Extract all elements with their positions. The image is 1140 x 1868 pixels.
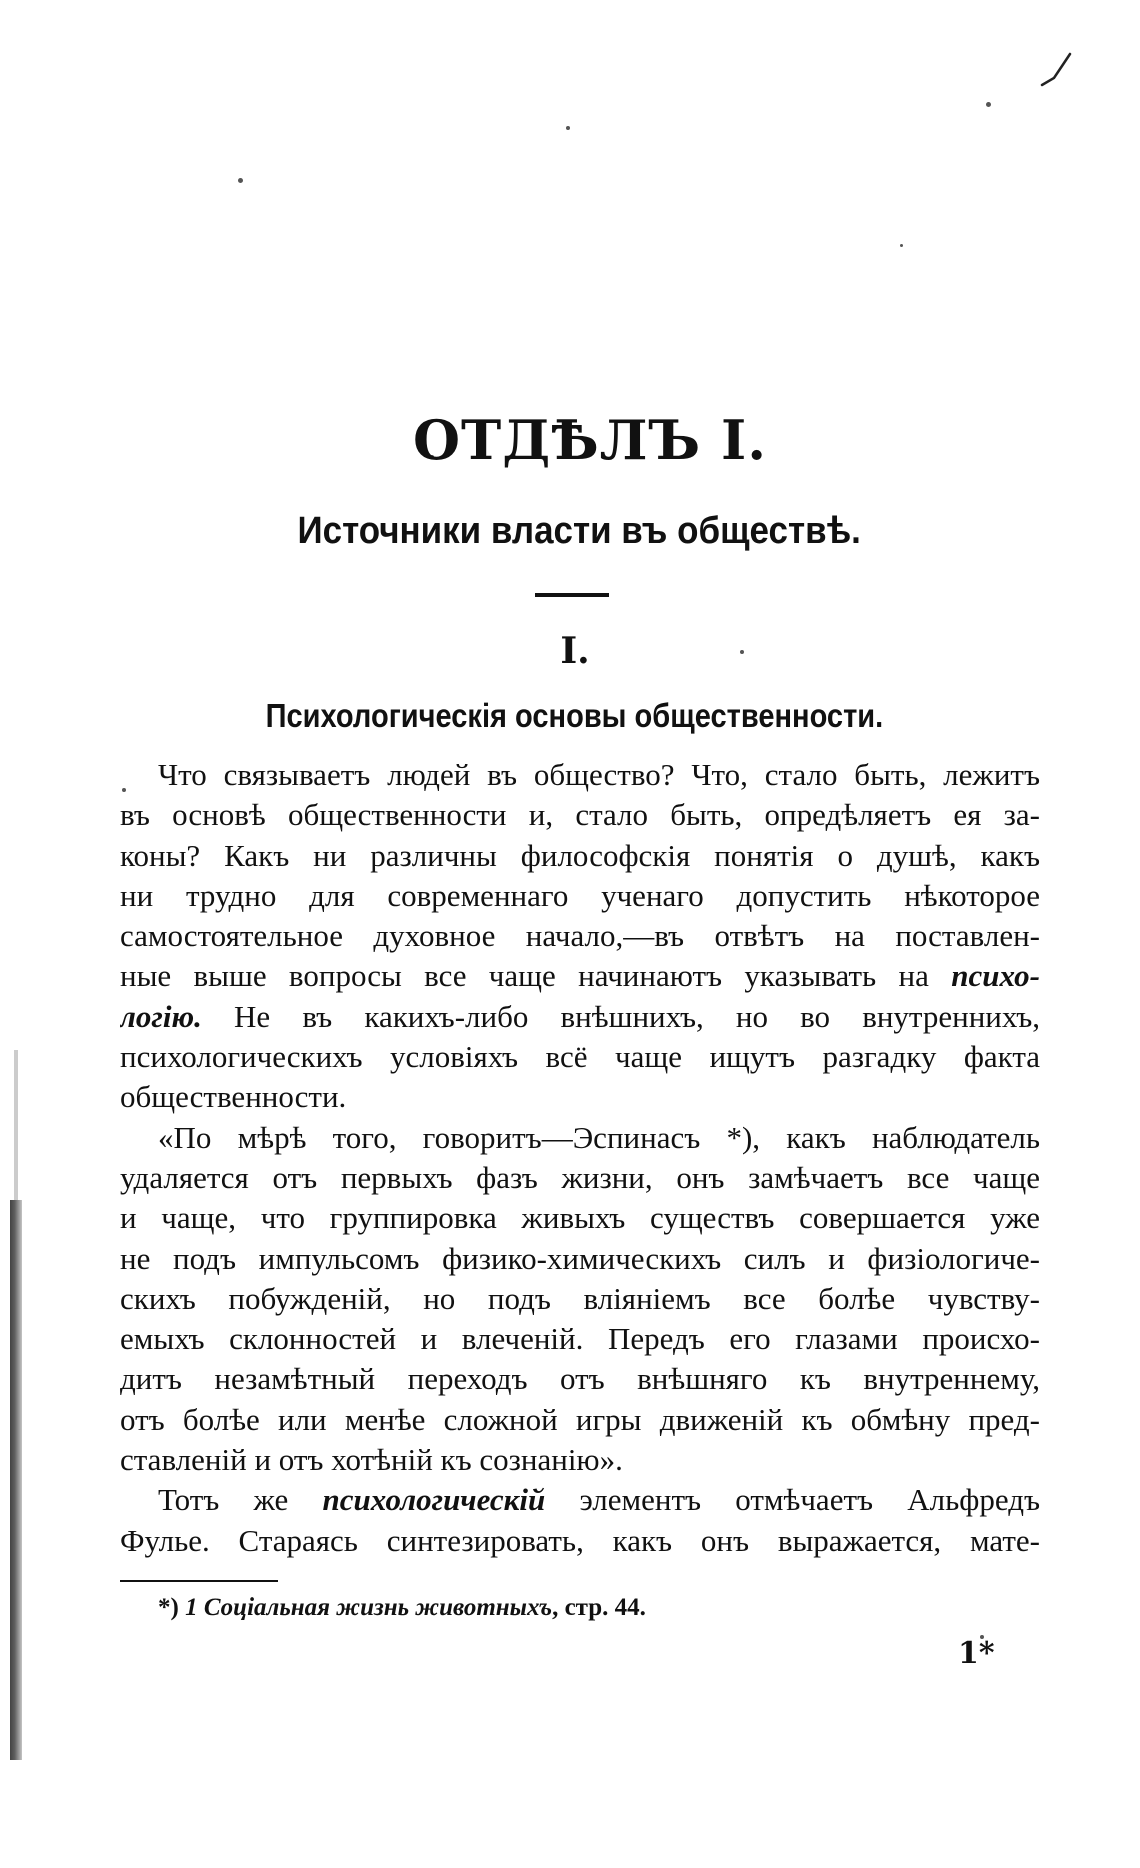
text-line: коны? Какъ ни различны философскія понятія о душѣ, какъ — [120, 837, 1040, 873]
footnote-marker: *) — [158, 1594, 186, 1621]
body-text — [120, 755, 1040, 1561]
text-line: «По мѣрѣ того, говоритъ—Эспинасъ *), какъ наблюдатель — [158, 1119, 1040, 1155]
text-line: и чаще, что группировка живыхъ существъ совершается уже — [120, 1200, 1040, 1236]
speck — [986, 102, 991, 107]
text-line: ни трудно для современнаго ученаго допустить нѣкоторое — [120, 877, 1040, 913]
text-line: общественности. — [120, 1079, 347, 1115]
text-line: въ основѣ общественности и, стало быть, опредѣляетъ ея за- — [120, 797, 1040, 833]
text-segment: элементъ отмѣчаетъ Альфредъ — [545, 1482, 1040, 1518]
binding-shadow — [10, 1200, 22, 1760]
italic-term: психо- — [951, 958, 1040, 994]
text-line: емыхъ склонностей и влеченій. Передъ его глазами происхо- — [120, 1321, 1040, 1357]
chapter-number: I. — [560, 630, 590, 672]
text-line: ставленій и отъ хотѣній къ сознанію». — [120, 1442, 623, 1478]
text-segment: Не въ какихъ-либо внѣшнихъ, но во внутреннихъ, — [201, 998, 1040, 1034]
text-line: Фулье. Стараясь синтезировать, какъ онъ выражается, мате- — [120, 1522, 1040, 1558]
chapter-title: Психологическія основы общественности. — [265, 697, 884, 734]
text-line — [120, 997, 1040, 1037]
text-line: самостоятельное духовное начало,—въ отвѣтъ на поставлен- — [120, 918, 1040, 954]
speck — [238, 178, 243, 183]
signature-mark: 1* — [958, 1636, 995, 1671]
text-line: скихъ побужденій, но подъ вліяніемъ все болѣе чувству- — [120, 1280, 1040, 1316]
binding-shadow-light — [14, 1050, 18, 1200]
text-line: отъ болѣе или менѣе сложной игры движеній къ обмѣну пред- — [120, 1401, 1040, 1437]
speck — [900, 244, 903, 247]
italic-term: логію. — [120, 998, 202, 1034]
footnote-title: 1 Соціальная жизнь животныхъ — [185, 1594, 553, 1621]
footnote — [158, 1594, 646, 1622]
text-line: дитъ незамѣтный переходъ отъ внѣшняго къ внутреннему, — [120, 1361, 1040, 1397]
text-segment: Тотъ же — [158, 1482, 323, 1518]
text-segment: ные выше вопросы все чаще начинаютъ указывать на — [120, 958, 952, 994]
pencil-mark-icon — [1032, 52, 1074, 88]
speck — [566, 126, 570, 130]
text-line: не подъ импульсомъ физико-химическихъ силъ и физіологиче- — [120, 1240, 1040, 1276]
section-title: ОТДѢЛЪ I. — [412, 408, 768, 472]
section-subtitle: Источники власти въ обществѣ. — [297, 510, 861, 552]
text-line: Что связываетъ людей въ общество? Что, стало быть, лежитъ — [158, 757, 1040, 792]
text-line: удаляется отъ первыхъ фазъ жизни, онъ замѣчаетъ все чаще — [120, 1159, 1040, 1195]
footnote-rule — [120, 1580, 278, 1582]
text-line — [120, 956, 1040, 996]
text-line — [120, 1480, 1040, 1520]
italic-term: психологическій — [322, 1482, 546, 1518]
title-rule — [535, 593, 609, 597]
text-line: психологическихъ условіяхъ всё чаще ищутъ разгадку факта — [120, 1039, 1040, 1075]
footnote-page-ref: , стр. 44. — [552, 1594, 646, 1621]
